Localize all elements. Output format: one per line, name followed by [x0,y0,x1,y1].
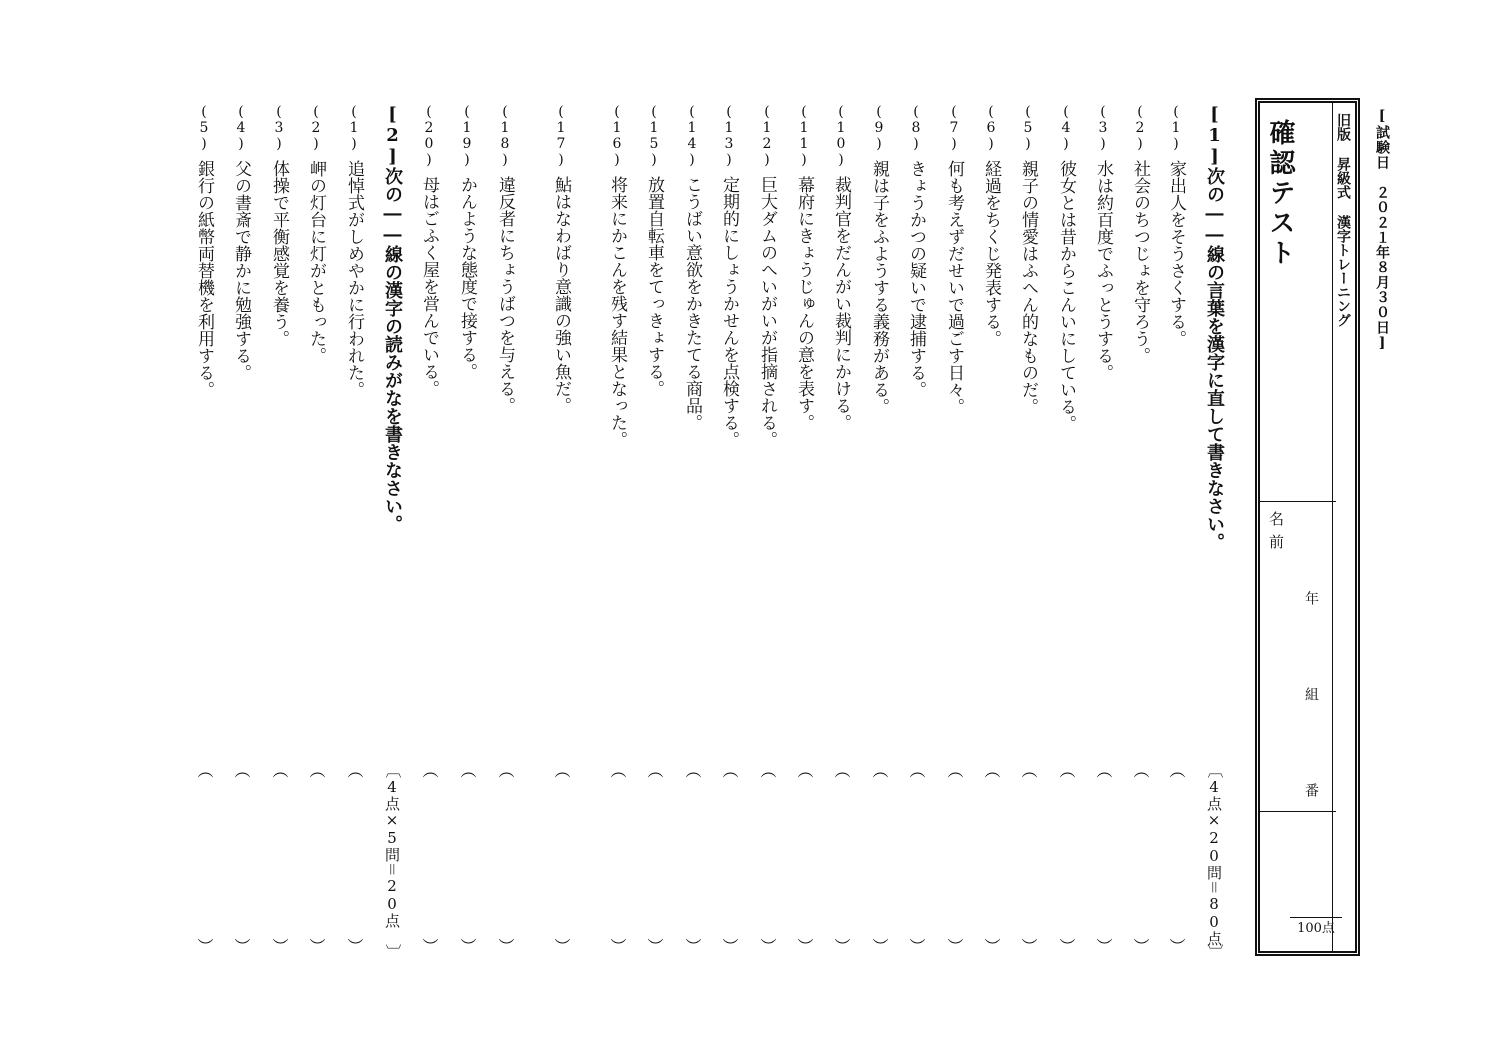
answer-box[interactable]: （ ） [982,762,1001,954]
answer-box[interactable]: （ ） [945,762,964,954]
answer-box[interactable]: （ ） [496,762,515,954]
answer-box[interactable]: （ ） [683,762,702,954]
section1-instruction: 次の――線の言葉を漢字に直して書きなさい。 [1204,167,1225,551]
series-column [1332,103,1355,951]
answer-box[interactable]: （ ） [645,762,664,954]
section1-item-19: (19)かんような態度で接する。 [457,104,477,380]
title-column [1260,103,1333,951]
section1-item-13: (13)定期的にしょうかせんを点検する。 [719,104,739,448]
answer-box[interactable]: （ ） [832,762,851,954]
answer-box[interactable]: （ ） [1057,762,1076,954]
section1-item-8: (8)きょうかつの疑いで逮捕する。 [906,104,926,398]
section1-item-2: (2)社会のちつじょを守ろう。 [1130,104,1150,364]
section2-item-2: (2)岬の灯台に灯がともった。 [306,104,326,364]
section1-score-note: 〔4点×20問＝80点〕 [1205,762,1224,960]
section1-item-10: (10)裁判官をだんがい裁判にかける。 [831,104,851,431]
section1-item-9: (9)親は子をふようする義務がある。 [869,104,889,415]
section2-item-4: (4)父の書斎で静かに勉強する。 [231,104,251,381]
section2-score-note: 〔4点×5問＝20点〕 [383,762,402,960]
answer-box[interactable]: （ ） [795,762,814,954]
section1-item-14: (14)こうばい意欲をかきたてる商品。 [682,104,702,431]
name-label: 名前 [1267,511,1285,557]
year-label: 年 [1303,591,1319,605]
test-date: [試験日 ２０２１年８月３０日] [1374,108,1390,352]
section1-item-20: (20)母はごふく屋を営んでいる。 [419,104,439,397]
header-frame [1255,98,1360,956]
answer-box[interactable]: （ ） [1167,762,1186,954]
answer-box[interactable]: （ ） [720,762,739,954]
section2-item-1: (1)追悼式がしめやかに行われた。 [344,104,364,398]
answer-box[interactable]: （ ） [232,762,251,954]
section1-item-4: (4)彼女とは昔からこんいにしている。 [1056,104,1076,432]
section1-item-3: (3)水は約百度でふっとうする。 [1093,104,1113,381]
answer-box[interactable]: （ ） [608,762,627,954]
number-label: 番 [1303,783,1319,797]
section1-item-1: (1)家出人をそうさくする。 [1166,104,1186,347]
answer-box[interactable]: （ ） [758,762,777,954]
page-title: 確認テスト [1265,119,1295,269]
section1-item-11: (11)幕府にきょうじゅんの意を表す。 [794,104,814,431]
answer-box[interactable]: （ ） [307,762,326,954]
section2-item-5: (5)銀行の紙幣両替機を利用する。 [194,104,214,398]
section2-item-3: (3)体操で平衡感覚を養う。 [269,104,289,347]
section1-item-15: (15)放置自転車をてっきょする。 [644,104,664,397]
score-total: 100点 [1290,917,1342,942]
section1-item-16: (16)将来にかこんを残す結果となった。 [607,104,627,448]
answer-box[interactable]: （ ） [195,762,214,954]
section1-item-17: (17)鮎はなわばり意識の強い魚だ。 [551,104,571,414]
name-divider [1260,501,1336,502]
answer-box[interactable]: （ ） [1094,762,1113,954]
answer-box[interactable]: （ ） [420,762,439,954]
answer-box[interactable]: （ ） [458,762,477,954]
series-label: 旧版 昇級式 漢字トレーニング [1335,113,1351,327]
score-divider [1260,811,1336,812]
answer-box[interactable]: （ ） [1131,762,1150,954]
section1-item-18: (18)違反者にちょうばつを与える。 [495,104,515,414]
section2-instruction: 次の――線の漢字の読みがなを書きなさい。 [382,167,403,533]
section1-label: [1] [1204,104,1225,167]
section1-item-5: (5)親子の情愛はふへん的なものだ。 [1018,104,1038,415]
answer-box[interactable]: （ ） [907,762,926,954]
answer-box[interactable]: （ ） [270,762,289,954]
answer-box[interactable]: （ ） [345,762,364,954]
section1-item-6: (6)経過をちくじ発表する。 [981,104,1001,347]
answer-box[interactable]: （ ） [552,762,571,954]
answer-box[interactable]: （ ） [1019,762,1038,954]
section2-label: [2] [382,104,403,167]
class-label: 組 [1303,687,1319,701]
section1-item-7: (7)何も考えずだせいで過ごす日々。 [944,104,964,415]
section1-item-12: (12)巨大ダムのへいがいが指摘される。 [757,104,777,448]
answer-box[interactable]: （ ） [870,762,889,954]
